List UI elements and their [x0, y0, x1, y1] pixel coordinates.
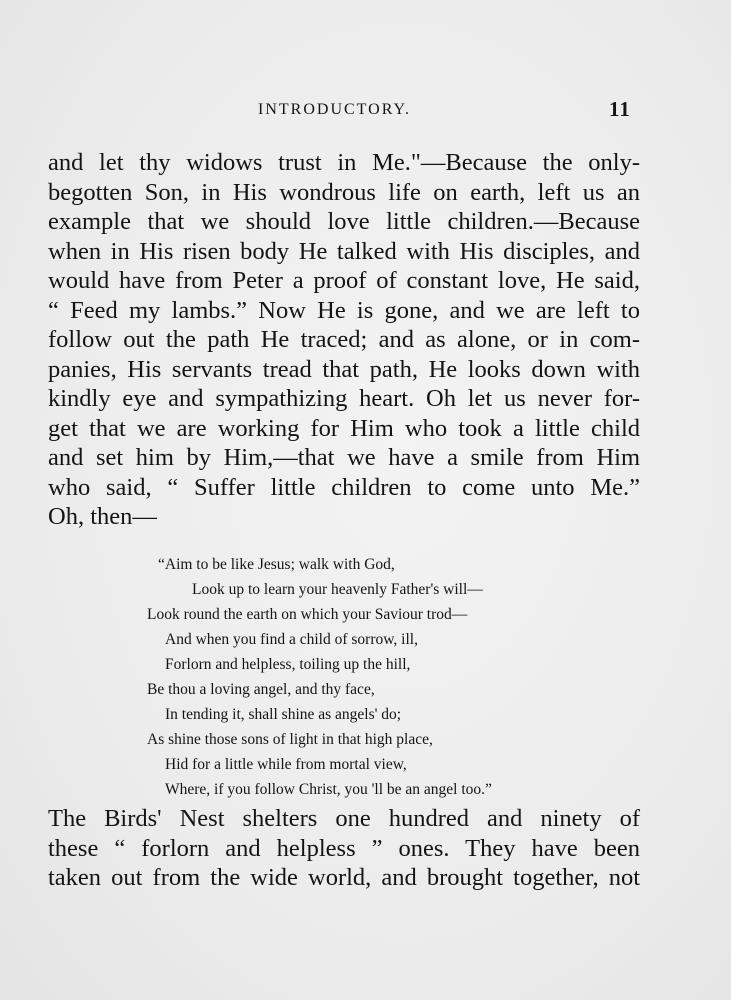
poem-line: Look round the earth on which your Saviour trod— — [147, 606, 468, 623]
poem-line: Be thou a loving angel, and thy face, — [147, 681, 375, 698]
paragraph-1 — [48, 148, 640, 532]
poem-line: Forlorn and helpless, toiling up the hill, — [165, 656, 411, 673]
text-line: “ Feed my lambs.” Now He is gone, and we are left to — [48, 296, 640, 324]
poem-line: Look up to learn your heavenly Father's will— — [192, 581, 483, 598]
text-line: who said, “ Suffer little children to come unto Me.” — [48, 473, 640, 501]
text-line: these “ forlorn and helpless ” ones. They have been — [48, 834, 640, 862]
poem-line: Where, if you follow Christ, you 'll be an angel too.” — [165, 781, 492, 798]
text-line: kindly eye and sympathizing heart. Oh let us never for- — [48, 385, 640, 412]
running-title: INTRODUCTORY. — [258, 101, 411, 118]
poem-line: “Aim to be like Jesus; walk with God, — [158, 556, 395, 573]
text-line: panies, His servants tread that path, He looks down with — [48, 355, 640, 383]
text-line: The Birds' Nest shelters one hundred and ninety of — [48, 805, 640, 832]
text-line: get that we are working for Him who took a little child — [48, 414, 640, 442]
poem-line: As shine those sons of light in that high place, — [147, 731, 433, 748]
poem-line: In tending it, shall shine as angels' do; — [165, 706, 402, 723]
text-line: when in His risen body He talked with His disciples, and — [48, 237, 640, 265]
text-line: Oh, then— — [48, 503, 157, 530]
text-line: taken out from the wide world, and brought together, not — [48, 864, 640, 891]
poem-line: And when you find a child of sorrow, ill, — [165, 631, 418, 648]
text-line: follow out the path He traced; and as alone, or in com- — [48, 326, 640, 353]
text-line: and set him by Him,—that we have a smile from Him — [48, 444, 640, 471]
paragraph-2 — [48, 804, 640, 893]
text-line: begotten Son, in His wondrous life on earth, left us an — [48, 178, 640, 206]
text-line: would have from Peter a proof of constant love, He said, — [48, 267, 640, 294]
text-line: and let thy widows trust in Me."—Because the only- — [48, 149, 640, 176]
page-number: 11 — [609, 97, 631, 121]
poem-line: Hid for a little while from mortal view, — [165, 756, 407, 773]
text-line: example that we should love little children.—Because — [48, 208, 640, 235]
